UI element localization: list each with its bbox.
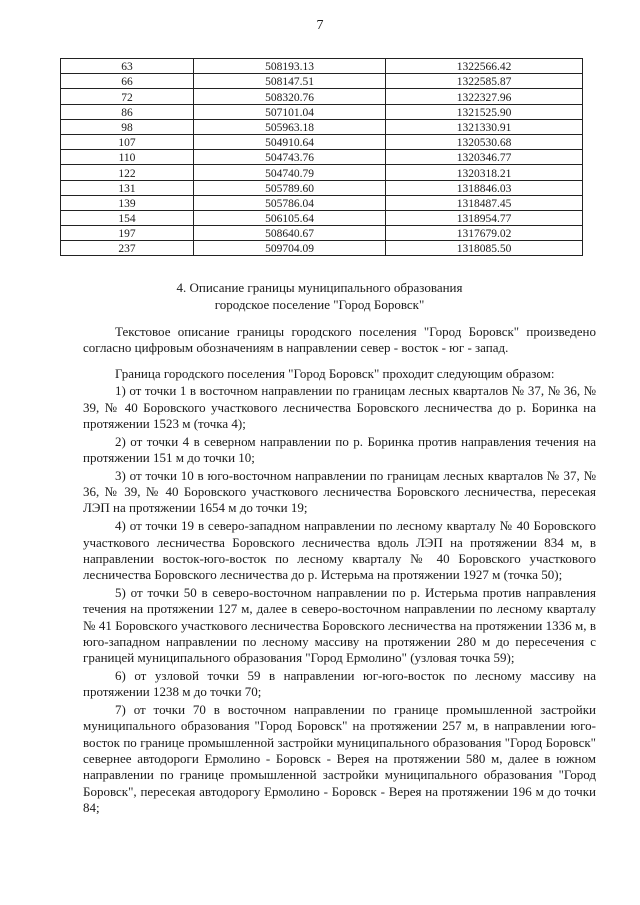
point-number-cell: 139 bbox=[61, 195, 194, 210]
section-heading bbox=[60, 279, 579, 313]
table-row bbox=[61, 74, 583, 89]
table-row bbox=[61, 119, 583, 134]
y-coordinate-cell: 1322585.87 bbox=[386, 74, 583, 89]
x-coordinate-cell: 504910.64 bbox=[194, 134, 386, 149]
x-coordinate-cell: 507101.04 bbox=[194, 104, 386, 119]
x-coordinate-cell: 508640.67 bbox=[194, 226, 386, 241]
table-row bbox=[61, 59, 583, 74]
x-coordinate-cell: 508193.13 bbox=[194, 59, 386, 74]
y-coordinate-cell: 1318846.03 bbox=[386, 180, 583, 195]
y-coordinate-cell: 1317679.02 bbox=[386, 226, 583, 241]
point-number-cell: 86 bbox=[61, 104, 194, 119]
point-number-cell: 131 bbox=[61, 180, 194, 195]
paragraph: Граница городского поселения "Город Боровск" проходит следующим образом: bbox=[115, 365, 555, 381]
paragraph: 4) от точки 19 в северо-западном направлении по лесному кварталу № 40 Боровского участкового лесничества Боровского лесничества вдоль ЛЭП на протяжении 834 м, в направлении восток-юго-восток по лесному кварталу № 40 Боровского участкового лесничества Боровского лесничества до р. Истерьма на протяжении 1927 м (точка 50); bbox=[83, 518, 596, 583]
point-number-cell: 66 bbox=[61, 74, 194, 89]
x-coordinate-cell: 506105.64 bbox=[194, 210, 386, 225]
point-number-cell: 197 bbox=[61, 226, 194, 241]
table-row bbox=[61, 150, 583, 165]
table-row bbox=[61, 104, 583, 119]
point-number-cell: 154 bbox=[61, 210, 194, 225]
point-number-cell: 72 bbox=[61, 89, 194, 104]
paragraph: 3) от точки 10 в юго-восточном направлении по границам лесных кварталов № 37, № 36, № 39, № 40 Боровского участкового лесничества Боровского лесничества, пересекая ЛЭП на протяжении 1654 м до точки 19; bbox=[83, 467, 596, 516]
point-number-cell: 107 bbox=[61, 134, 194, 149]
point-number-cell: 122 bbox=[61, 165, 194, 180]
x-coordinate-cell: 505789.60 bbox=[194, 180, 386, 195]
table-row bbox=[61, 134, 583, 149]
page-number: 7 bbox=[316, 18, 324, 33]
x-coordinate-cell: 508320.76 bbox=[194, 89, 386, 104]
section-heading-line1: 4. Описание границы муниципального образования bbox=[176, 280, 463, 295]
paragraph: 5) от точки 50 в северо-восточном направлении по р. Истерьма против направления течения на протяжении 127 м, далее в северо-восточном направлении по лесному кварталу № 41 Боровского участкового лесничества Боровского лесничества на протяжении 1336 м, в юго-западном направлении по лесному массиву на протяжении 280 м до пересечения с границей муниципального образования "Город Ермолино" (узловая точка 59); bbox=[83, 584, 596, 666]
table-row bbox=[61, 89, 583, 104]
y-coordinate-cell: 1318085.50 bbox=[386, 241, 583, 256]
y-coordinate-cell: 1322566.42 bbox=[386, 59, 583, 74]
paragraph: 2) от точки 4 в северном направлении по р. Боринка против направления течения на протяжении 151 м до точки 10; bbox=[83, 433, 596, 466]
boundary-description bbox=[83, 324, 596, 818]
x-coordinate-cell: 505963.18 bbox=[194, 119, 386, 134]
y-coordinate-cell: 1321525.90 bbox=[386, 104, 583, 119]
table-row bbox=[61, 210, 583, 225]
table-row bbox=[61, 241, 583, 256]
x-coordinate-cell: 508147.51 bbox=[194, 74, 386, 89]
paragraph: 7) от точки 70 в восточном направлении по границе промышленной застройки муниципального образования "Город Боровск" на протяжении 257 м, в направлении юго-восток по границе промышленной застройки муниципального образования "Город Боровск" севернее автодороги Ермолино - Боровск - Верея на протяжении 580 м, далее в южном направлении по границе промышленной застройки муниципального образования "Город Боровск", пересекая автодорогу Ермолино - Боровск - Верея на протяжении 196 м до точки 84; bbox=[83, 702, 596, 815]
x-coordinate-cell: 504740.79 bbox=[194, 165, 386, 180]
x-coordinate-cell: 505786.04 bbox=[194, 195, 386, 210]
table-row bbox=[61, 180, 583, 195]
x-coordinate-cell: 509704.09 bbox=[194, 241, 386, 256]
y-coordinate-cell: 1321330.91 bbox=[386, 119, 583, 134]
table-row bbox=[61, 226, 583, 241]
point-number-cell: 98 bbox=[61, 119, 194, 134]
y-coordinate-cell: 1318487.45 bbox=[386, 195, 583, 210]
point-number-cell: 63 bbox=[61, 59, 194, 74]
y-coordinate-cell: 1318954.77 bbox=[386, 210, 583, 225]
y-coordinate-cell: 1320318.21 bbox=[386, 165, 583, 180]
table-row bbox=[61, 165, 583, 180]
point-number-cell: 237 bbox=[61, 241, 194, 256]
y-coordinate-cell: 1320530.68 bbox=[386, 134, 583, 149]
section-heading-line2: городское поселение "Город Боровск" bbox=[214, 297, 425, 312]
table-row bbox=[61, 195, 583, 210]
x-coordinate-cell: 504743.76 bbox=[194, 150, 386, 165]
y-coordinate-cell: 1320346.77 bbox=[386, 150, 583, 165]
paragraph: 1) от точки 1 в восточном направлении по границам лесных кварталов № 37, № 36, № 39, № 40 Боровского участкового лесничества Боровского лесничества до р. Боринка на протяжении 1523 м (точка 4); bbox=[83, 383, 596, 431]
y-coordinate-cell: 1322327.96 bbox=[386, 89, 583, 104]
coordinates-table bbox=[60, 58, 583, 256]
intro-paragraph: Текстовое описание границы городского поселения "Город Боровск" произведено согласно цифровым обозначениям в направлении север - восток - юг - запад. bbox=[83, 324, 596, 356]
point-number-cell: 110 bbox=[61, 150, 194, 165]
paragraph: 6) от узловой точки 59 в направлении юг-юго-восток по лесному массиву на протяжении 1238 м до точки 70; bbox=[83, 667, 596, 700]
